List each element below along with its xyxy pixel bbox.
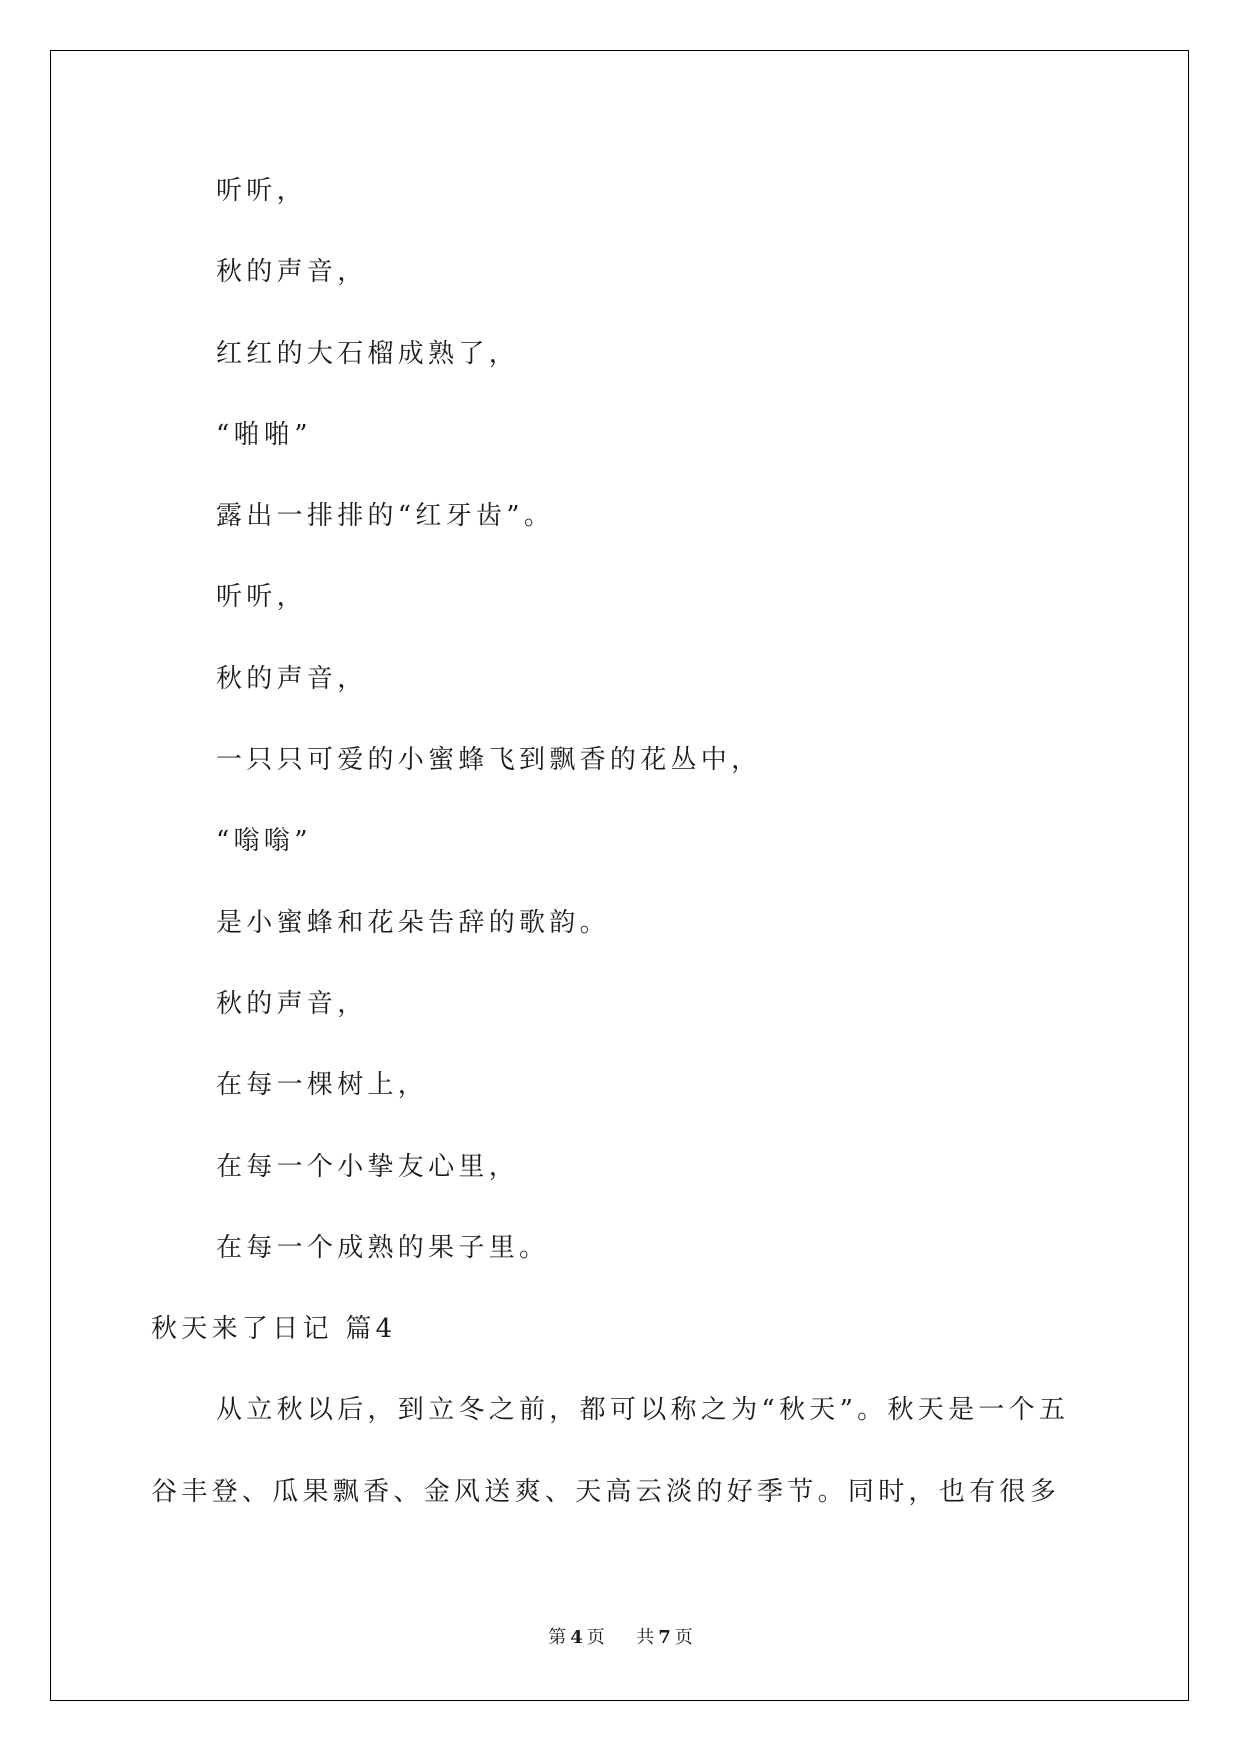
poem-line: 在每一个成熟的果子里。	[216, 1232, 550, 1263]
poem-line: 红红的大石榴成熟了，	[216, 338, 520, 369]
poem-line: 一只只可爱的小蜜蜂飞到飘香的花丛中，	[216, 745, 762, 776]
total-suffix: 页	[674, 1627, 693, 1648]
poem-line: 露出一排排的“红牙齿”。	[216, 501, 555, 532]
page-number: 4	[570, 1627, 583, 1648]
poem-line: “嗡嗡”	[216, 826, 312, 857]
total-prefix: 共	[636, 1627, 655, 1648]
poem-line: 在每一个小挚友心里，	[216, 1151, 520, 1182]
page-prefix: 第	[548, 1627, 567, 1648]
poem-line: 秋的声音，	[216, 257, 368, 288]
page-footer	[0, 1626, 1241, 1650]
total-pages: 7	[658, 1627, 671, 1648]
poem-line: 听听，	[216, 176, 307, 206]
page-suffix: 页	[586, 1627, 605, 1648]
poem-line: 秋的声音，	[216, 663, 368, 694]
paragraph-line: 谷丰登、瓜果飘香、金风送爽、天高云淡的好季节。同时，也有很多	[151, 1476, 1061, 1507]
total-pages-indicator	[636, 1626, 693, 1650]
poem-line: 听听，	[216, 582, 307, 613]
paragraph-line: 从立秋以后，到立冬之前，都可以称之为“秋天”。秋天是一个五	[216, 1395, 1070, 1426]
current-page-indicator	[548, 1626, 605, 1650]
poem-line: “啪啪”	[216, 419, 312, 450]
page-content	[151, 151, 1131, 1533]
section-heading: 秋天来了日记 篇4	[151, 1314, 397, 1345]
poem-line: 秋的声音，	[216, 988, 368, 1019]
poem-line: 在每一棵树上，	[216, 1070, 429, 1101]
poem-line: 是小蜜蜂和花朵告辞的歌韵。	[216, 907, 610, 938]
